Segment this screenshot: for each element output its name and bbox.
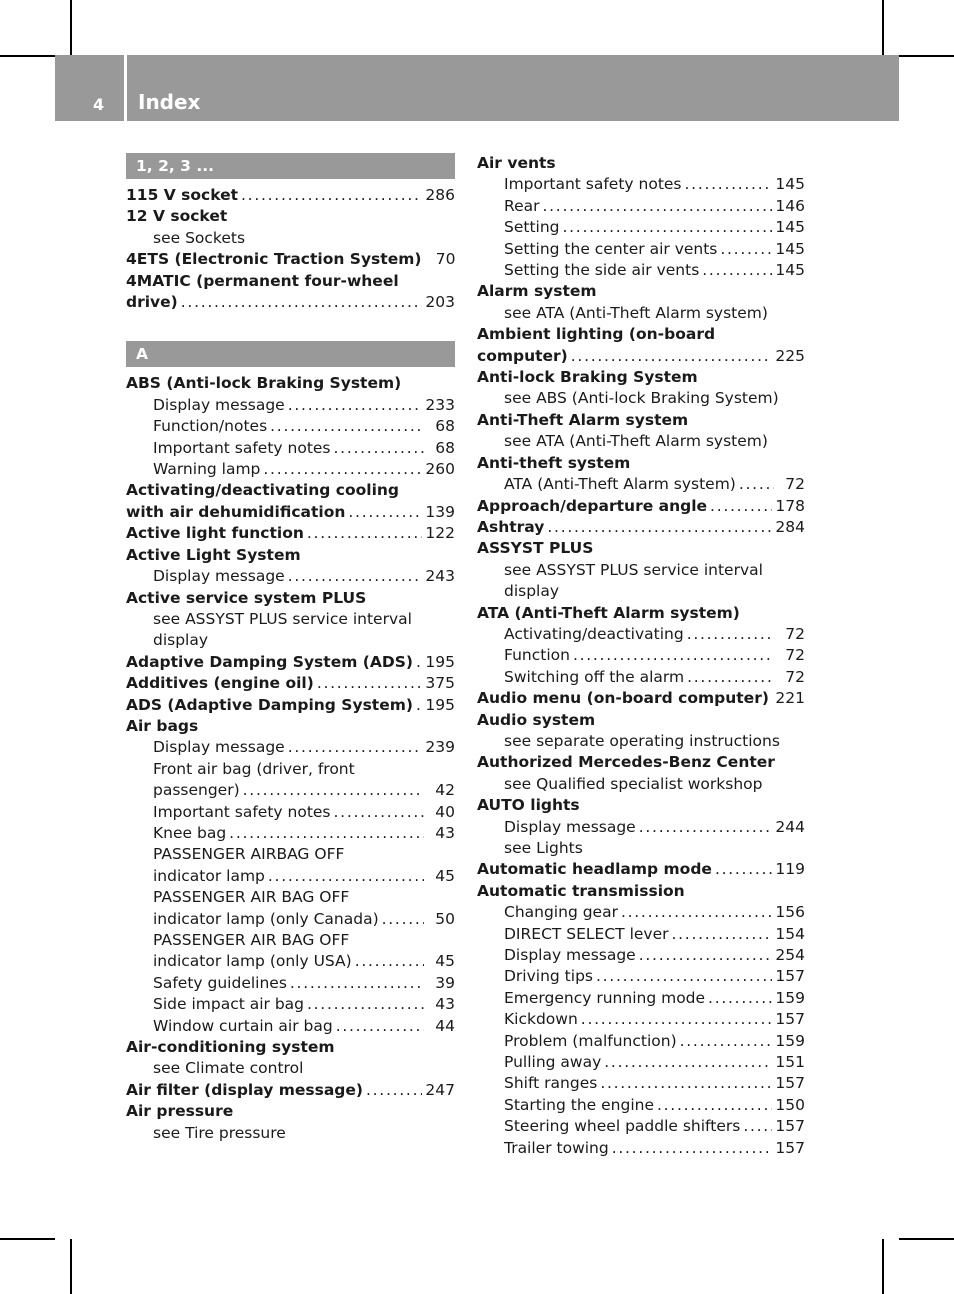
index-entry xyxy=(126,292,455,313)
page-reference: 254 xyxy=(775,946,805,965)
page-reference: 260 xyxy=(425,460,455,479)
page-reference: 156 xyxy=(775,903,805,922)
index-subentry: see ATA (Anti-Theft Alarm system) xyxy=(504,432,768,451)
entry-label: Setting the side air vents xyxy=(504,261,700,280)
index-subentry: see Qualified specialist workshop xyxy=(504,774,763,793)
index-entry xyxy=(126,502,455,523)
entry-label: 4ETS (Electronic Traction System) xyxy=(126,250,422,269)
index-subentry xyxy=(477,1116,805,1137)
page-number: 4 xyxy=(93,95,105,114)
dot-leader xyxy=(416,652,422,673)
dot-leader xyxy=(334,802,424,823)
dot-leader xyxy=(348,502,422,523)
dot-leader xyxy=(270,416,424,437)
page-reference: 43 xyxy=(435,823,455,842)
entry-label: Side impact air bag xyxy=(153,995,304,1014)
dot-leader xyxy=(710,496,772,517)
entry-label: Knee bag xyxy=(153,823,227,842)
index-entry xyxy=(126,652,455,673)
page-reference: 122 xyxy=(425,524,455,543)
index-subentry xyxy=(126,994,455,1015)
dot-leader xyxy=(263,459,422,480)
page-reference: 72 xyxy=(785,646,805,665)
page-reference: 39 xyxy=(435,973,455,992)
page-reference: 139 xyxy=(425,502,455,521)
entry-label: drive) xyxy=(126,293,178,312)
entry-label: Kickdown xyxy=(504,1010,578,1029)
entry-label: Important safety notes xyxy=(153,802,331,821)
entry-label: Display message xyxy=(504,817,636,836)
entry-label: indicator lamp xyxy=(153,866,265,885)
entry-label: Driving tips xyxy=(504,967,593,986)
index-entry: Air-conditioning system xyxy=(126,1038,335,1057)
index-subentry xyxy=(477,217,805,238)
index-subentry xyxy=(126,866,455,887)
index-subentry xyxy=(477,1009,805,1030)
page-reference: 72 xyxy=(785,624,805,643)
dot-leader xyxy=(382,909,424,930)
page-reference: 146 xyxy=(775,196,805,215)
page-reference: 119 xyxy=(775,860,805,879)
dot-leader xyxy=(268,866,424,887)
dot-leader xyxy=(639,817,773,838)
index-subentry: Front air bag (driver, front xyxy=(153,759,355,778)
entry-label: Automatic headlamp mode xyxy=(477,860,712,879)
index-subentry xyxy=(477,474,805,495)
index-entry: Air pressure xyxy=(126,1102,234,1121)
page-reference: 286 xyxy=(425,186,455,204)
dot-leader xyxy=(600,1073,772,1094)
entry-label: Rear xyxy=(504,196,540,215)
index-entry xyxy=(477,517,805,538)
entry-label: Display message xyxy=(153,738,285,757)
page-reference: 45 xyxy=(435,952,455,971)
page-reference: 145 xyxy=(775,175,805,194)
entry-label: Display message xyxy=(504,946,636,965)
page-reference: 157 xyxy=(775,1117,805,1136)
entry-label: Air filter (display message) xyxy=(126,1080,363,1099)
index-entry: Air bags xyxy=(126,716,199,735)
index-subentry xyxy=(126,416,455,437)
index-subentry: PASSENGER AIR BAG OFF xyxy=(153,888,350,907)
page-reference: 284 xyxy=(775,517,805,536)
entry-label: indicator lamp (only Canada) xyxy=(153,909,379,928)
index-subentry xyxy=(126,459,455,480)
entry-label: Activating/deactivating xyxy=(504,624,684,643)
index-subentry: see ASSYST PLUS service interval xyxy=(153,609,412,628)
page-reference: 157 xyxy=(775,1010,805,1029)
entry-label: Active light function xyxy=(126,524,304,543)
index-entry: 12 V socket xyxy=(126,207,228,226)
dot-leader xyxy=(720,239,772,260)
index-section-heading: A xyxy=(126,341,455,367)
dot-leader xyxy=(604,1052,772,1073)
page-reference: 145 xyxy=(775,261,805,280)
index-subentry: see ABS (Anti-lock Braking System) xyxy=(504,389,779,408)
dot-leader xyxy=(743,1116,772,1137)
page-reference: 50 xyxy=(435,909,455,928)
page-reference: 68 xyxy=(435,438,455,457)
entry-label: with air dehumidification xyxy=(126,502,346,521)
index-entry: ATA (Anti-Theft Alarm system) xyxy=(477,603,740,622)
entry-label: Window curtain air bag xyxy=(153,1016,333,1035)
index-subentry: display xyxy=(153,631,209,650)
dot-leader xyxy=(547,517,772,538)
entry-label: Pulling away xyxy=(504,1053,602,1072)
index-entry xyxy=(126,1080,455,1101)
index-subentry xyxy=(126,395,455,416)
index-subentry: PASSENGER AIR BAG OFF xyxy=(153,931,350,949)
index-subentry xyxy=(477,966,805,987)
page-reference: 157 xyxy=(775,1074,805,1093)
entry-label: Emergency running mode xyxy=(504,988,706,1007)
page-reference: 225 xyxy=(775,346,805,365)
page-reference: 157 xyxy=(775,967,805,986)
page-reference: 195 xyxy=(425,652,455,671)
dot-leader xyxy=(366,1080,422,1101)
index-subentry xyxy=(477,1073,805,1094)
dot-leader xyxy=(672,924,773,945)
page-reference: 157 xyxy=(775,1138,805,1157)
index-subentry xyxy=(126,1016,455,1037)
dot-leader xyxy=(687,624,774,645)
entry-label: Function/notes xyxy=(153,417,268,436)
index-entry xyxy=(126,185,455,206)
dot-leader xyxy=(290,973,424,994)
index-entry xyxy=(126,523,455,544)
crop-mark xyxy=(899,55,954,57)
index-entry: Anti-theft system xyxy=(477,453,631,472)
page-reference: 72 xyxy=(785,667,805,686)
header-divider xyxy=(124,55,127,121)
entry-label: Shift ranges xyxy=(504,1074,598,1093)
index-entry xyxy=(477,688,805,709)
index-entry xyxy=(477,496,805,517)
entry-label: Changing gear xyxy=(504,903,618,922)
crop-mark xyxy=(0,1238,55,1240)
page-reference: 40 xyxy=(435,802,455,821)
entry-label: Important safety notes xyxy=(153,438,331,457)
page-reference: 375 xyxy=(425,674,455,693)
index-entry: Automatic transmission xyxy=(477,881,685,900)
index-entry: Alarm system xyxy=(477,282,597,301)
index-subentry: see Climate control xyxy=(153,1059,304,1078)
page-reference: 145 xyxy=(775,218,805,237)
page-reference: 178 xyxy=(775,496,805,515)
entry-label: ATA (Anti-Theft Alarm system) xyxy=(504,475,736,494)
index-subentry: PASSENGER AIRBAG OFF xyxy=(153,845,345,864)
page-reference: 239 xyxy=(425,738,455,757)
crop-mark xyxy=(70,0,72,55)
index-subentry xyxy=(477,902,805,923)
index-entry: Active Light System xyxy=(126,545,301,564)
index-subentry: see separate operating instructions xyxy=(504,731,780,750)
dot-leader xyxy=(336,1016,424,1037)
index-entry: Activating/deactivating cooling xyxy=(126,481,400,500)
dot-leader xyxy=(243,780,424,801)
index-entry: Authorized Mercedes-Benz Center xyxy=(477,753,775,772)
dot-leader xyxy=(708,988,772,1009)
index-subentry xyxy=(126,802,455,823)
index-entry: ASSYST PLUS xyxy=(477,539,594,558)
index-entry: Anti-Theft Alarm system xyxy=(477,410,689,429)
index-entry xyxy=(126,695,455,716)
index-subentry xyxy=(477,196,805,217)
index-entry: Air vents xyxy=(477,154,556,172)
page-reference: 203 xyxy=(425,293,455,312)
index-subentry xyxy=(477,645,805,666)
entry-label: Switching off the alarm xyxy=(504,667,685,686)
page-reference: 145 xyxy=(775,239,805,258)
dot-leader xyxy=(715,859,772,880)
crop-mark xyxy=(0,55,55,57)
page-reference: 195 xyxy=(425,695,455,714)
page-reference: 72 xyxy=(785,475,805,494)
entry-label: computer) xyxy=(477,346,568,365)
index-section-heading: 1, 2, 3 ... xyxy=(126,153,455,179)
entry-label: Important safety notes xyxy=(504,175,682,194)
page-reference: 233 xyxy=(425,395,455,414)
entry-label: Additives (engine oil) xyxy=(126,674,314,693)
page-reference: 244 xyxy=(775,817,805,836)
dot-leader xyxy=(657,1095,772,1116)
index-subentry xyxy=(477,945,805,966)
index-subentry: see ATA (Anti-Theft Alarm system) xyxy=(504,303,768,322)
index-subentry xyxy=(477,1031,805,1052)
dot-leader xyxy=(355,951,424,972)
dot-leader xyxy=(229,823,424,844)
entry-label: Setting xyxy=(504,218,560,237)
page-reference: 247 xyxy=(425,1080,455,1099)
index-entry xyxy=(477,346,805,367)
dot-leader xyxy=(685,174,773,195)
page-reference: 221 xyxy=(775,689,805,708)
entry-label: passenger) xyxy=(153,781,240,800)
index-subentry xyxy=(477,174,805,195)
index-column-right xyxy=(477,153,805,1159)
entry-label: Function xyxy=(504,646,570,665)
entry-label: 115 V socket xyxy=(126,186,239,204)
page-reference: 44 xyxy=(435,1016,455,1035)
index-entry: AUTO lights xyxy=(477,796,580,815)
index-entry xyxy=(126,673,455,694)
index-subentry xyxy=(126,566,455,587)
page-reference: 151 xyxy=(775,1053,805,1072)
entry-label: Audio menu (on-board computer) xyxy=(477,689,769,708)
dot-leader xyxy=(621,902,772,923)
dot-leader xyxy=(334,438,424,459)
index-subentry xyxy=(126,780,455,801)
page-reference: 159 xyxy=(775,988,805,1007)
index-entry: Active service system PLUS xyxy=(126,588,367,607)
dot-leader xyxy=(288,395,423,416)
entry-label: Adaptive Damping System (ADS) xyxy=(126,652,413,671)
entry-label: ADS (Adaptive Damping System) xyxy=(126,695,413,714)
entry-label: Starting the engine xyxy=(504,1095,654,1114)
entry-label: indicator lamp (only USA) xyxy=(153,952,352,971)
entry-label: Approach/departure angle xyxy=(477,496,708,515)
index-subentry xyxy=(477,1095,805,1116)
page-reference: 42 xyxy=(435,781,455,800)
entry-label: Safety guidelines xyxy=(153,973,287,992)
page-header xyxy=(55,55,899,121)
page-title: Index xyxy=(138,90,201,114)
index-entry: 4MATIC (permanent four-wheel xyxy=(126,271,399,290)
index-entry: ABS (Anti-lock Braking System) xyxy=(126,374,402,393)
index-subentry xyxy=(477,239,805,260)
dot-leader xyxy=(288,737,423,758)
index-entry xyxy=(477,859,805,880)
entry-label: Problem (malfunction) xyxy=(504,1031,677,1050)
index-subentry: see Sockets xyxy=(153,228,246,247)
dot-leader xyxy=(702,260,772,281)
dot-leader xyxy=(573,645,774,666)
entry-label: Steering wheel paddle shifters xyxy=(504,1117,741,1136)
dot-leader xyxy=(307,523,423,544)
dot-leader xyxy=(639,945,773,966)
index-subentry xyxy=(126,438,455,459)
dot-leader xyxy=(680,1031,773,1052)
index-subentry xyxy=(126,951,455,972)
entry-label: Display message xyxy=(153,567,285,586)
index-entry: Audio system xyxy=(477,710,596,729)
entry-label: Display message xyxy=(153,395,285,414)
dot-leader xyxy=(687,667,774,688)
dot-leader xyxy=(596,966,772,987)
index-subentry xyxy=(477,624,805,645)
index-subentry xyxy=(477,988,805,1009)
page-reference: 43 xyxy=(435,995,455,1014)
index-entry: Ambient lighting (on-board xyxy=(477,325,716,344)
dot-leader xyxy=(542,196,772,217)
dot-leader xyxy=(241,185,422,206)
index-subentry xyxy=(126,973,455,994)
index-subentry xyxy=(477,260,805,281)
dot-leader xyxy=(307,994,424,1015)
page-reference: 154 xyxy=(775,924,805,943)
index-subentry xyxy=(477,924,805,945)
page-reference: 68 xyxy=(435,417,455,436)
index-subentry xyxy=(126,823,455,844)
dot-leader xyxy=(612,1138,773,1159)
crop-mark xyxy=(899,1238,954,1240)
page-reference: 243 xyxy=(425,567,455,586)
dot-leader xyxy=(288,566,423,587)
entry-label: Trailer towing xyxy=(504,1138,609,1157)
index-subentry: see Lights xyxy=(504,839,583,857)
dot-leader xyxy=(739,474,774,495)
index-subentry xyxy=(477,1052,805,1073)
entry-label: Setting the center air vents xyxy=(504,239,718,258)
index-subentry: see ASSYST PLUS service interval xyxy=(504,560,763,579)
index-subentry: display xyxy=(504,582,560,601)
index-subentry xyxy=(126,737,455,758)
entry-label: Warning lamp xyxy=(153,460,261,479)
index-subentry: see Tire pressure xyxy=(153,1123,286,1142)
entry-label: DIRECT SELECT lever xyxy=(504,924,669,943)
crop-mark xyxy=(882,0,884,55)
index-column-left xyxy=(126,153,455,1144)
dot-leader xyxy=(181,292,423,313)
page-reference: 70 xyxy=(435,250,456,269)
index-entry xyxy=(126,249,455,270)
dot-leader xyxy=(563,217,773,238)
dot-leader xyxy=(571,346,773,367)
page-reference: 150 xyxy=(775,1095,805,1114)
index-subentry xyxy=(126,909,455,930)
crop-mark xyxy=(70,1239,72,1294)
dot-leader xyxy=(317,673,423,694)
dot-leader xyxy=(416,695,422,716)
entry-label: Ashtray xyxy=(477,517,545,536)
index-subentry xyxy=(477,667,805,688)
crop-mark xyxy=(882,1239,884,1294)
index-subentry xyxy=(477,817,805,838)
page-reference: 45 xyxy=(435,866,455,885)
index-entry: Anti-lock Braking System xyxy=(477,368,698,387)
dot-leader xyxy=(581,1009,773,1030)
index-subentry xyxy=(477,1138,805,1159)
page-reference: 159 xyxy=(775,1031,805,1050)
